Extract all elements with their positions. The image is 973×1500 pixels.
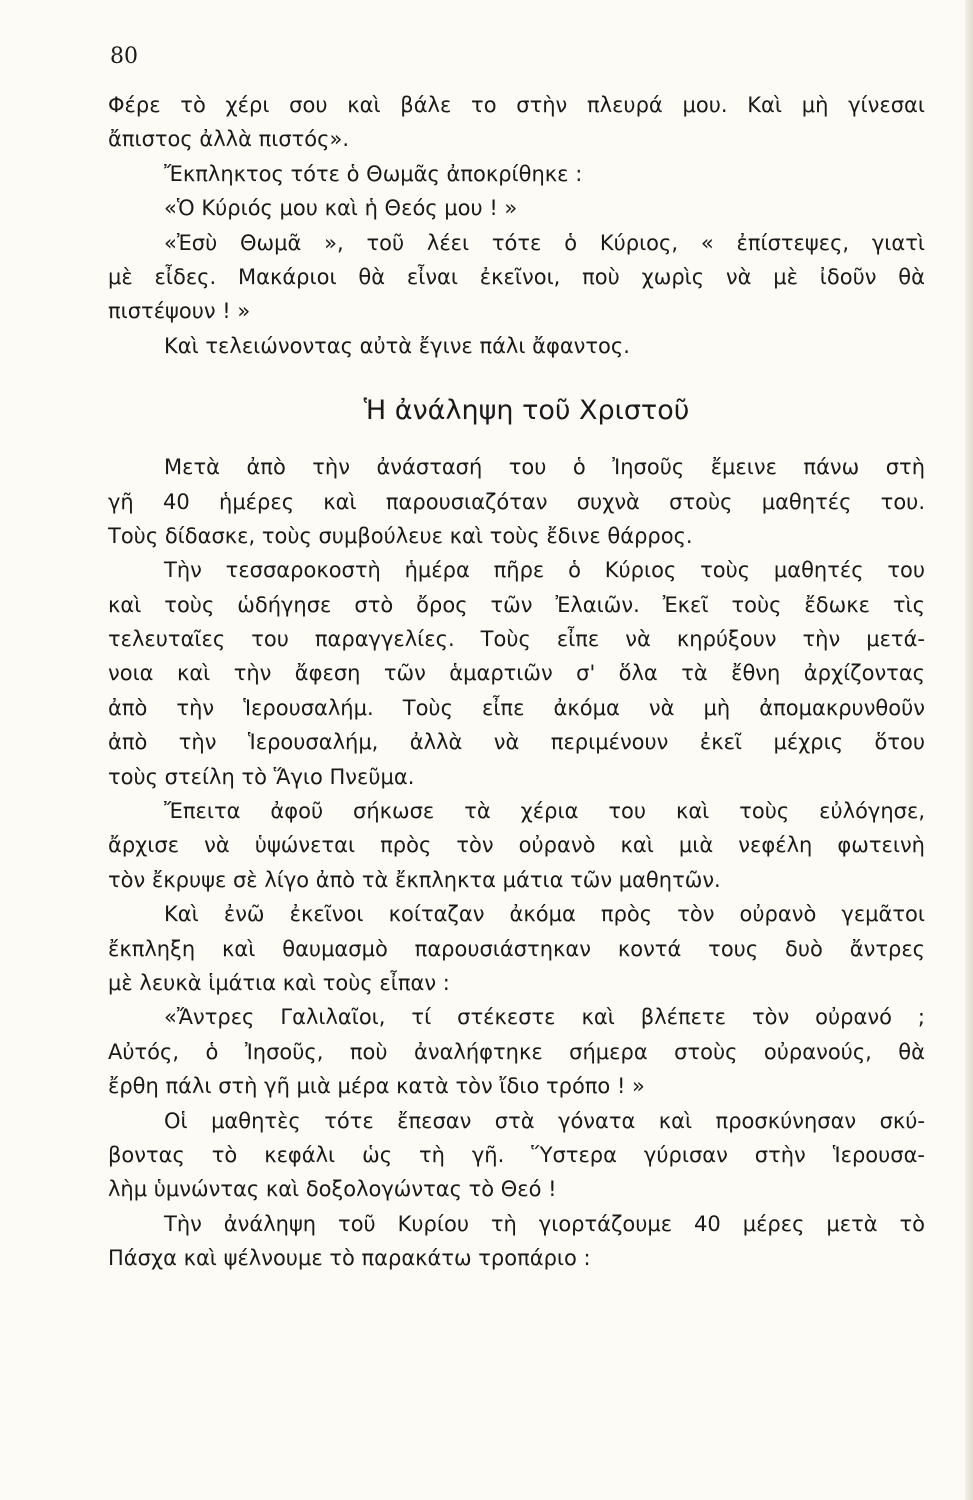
text-line: μὲ λευκὰ ἱμάτια καὶ τοὺς εἶπαν : [108,970,450,995]
text-body [108,88,925,1276]
text-line: ἄπιστος ἀλλὰ πιστός». [108,127,350,152]
text-line: γῆ 40 ἡμέρες καὶ παρουσιαζόταν συχνὰ στοὺς μαθητές του. [108,489,925,514]
text-line: πιστέψουν ! » [108,299,251,324]
text-line: Οἱ μαθητὲς τότε ἔπεσαν στὰ γόνατα καὶ προσκύνησαν σκύ- [164,1108,925,1133]
text-line: Τὴν τεσσαροκοστὴ ἡμέρα πῆρε ὁ Κύριος τοὺς μαθητές του [164,558,925,583]
text-line: μὲ εἶδες. Μακάριοι θὰ εἶναι ἐκεῖνοι, ποὺ χωρὶς νὰ μὲ ἰδοῦν θὰ [108,264,925,289]
text-line: Ἔκπληκτος τότε ὁ Θωμᾶς ἀποκρίθηκε : [164,161,583,186]
text-line: ἀπὸ τὴν Ἱερουσαλήμ. Τοὺς εἶπε ἀκόμα νὰ μὴ ἀπομακρυνθοῦν [108,695,925,720]
text-line: «Ἐσὺ Θωμᾶ », τοῦ λέει τότε ὁ Κύριος, « ἐπίστεψες, γιατὶ [164,230,925,255]
page-edge [965,0,973,1500]
text-line: «Ἄντρες Γαλιλαῖοι, τί στέκεστε καὶ βλέπετε τὸν οὐρανό ; [164,1005,925,1030]
text-line: Πάσχα καὶ ψέλνουμε τὸ παρακάτω τροπάριο : [108,1246,591,1271]
text-line: τὸν ἔκρυψε σὲ λίγο ἀπὸ τὰ ἔκπληκτα μάτια τῶν μαθητῶν. [108,867,721,892]
text-line: νοια καὶ τὴν ἄφεση τῶν ἁμαρτιῶν σ' ὅλα τὰ ἔθνη ἀρχίζοντας [108,661,925,686]
text-line: ἔκπληξη καὶ θαυμασμὸ παρουσιάστηκαν κοντά τους δυὸ ἄντρες [108,936,925,961]
text-line: Καὶ ἐνῶ ἐκεῖνοι κοίταζαν ἀκόμα πρὸς τὸν οὐρανὸ γεμᾶτοι [164,902,925,927]
text-line: Τοὺς δίδασκε, τοὺς συμβούλευε καὶ τοὺς ἔδινε θάρρος. [108,523,693,548]
text-line: Ἔπειτα ἀφοῦ σήκωσε τὰ χέρια του καὶ τοὺς εὐλόγησε, [164,799,925,824]
text-line: Αὐτός, ὁ Ἰησοῦς, ποὺ ἀναλήφτηκε σήμερα στοὺς οὐρανούς, θὰ [108,1039,925,1064]
text-line: Καὶ τελειώνοντας αὐτὰ ἔγινε πάλι ἄφαντος. [164,333,630,358]
text-line: «Ὁ Κύριός μου καὶ ἡ Θεός μου ! » [164,196,518,221]
text-line: Μετὰ ἀπὸ τὴν ἀνάστασή του ὁ Ἰησοῦς ἔμεινε πάνω στὴ [164,455,925,480]
page-number: 80 [110,44,138,69]
text-line: Φέρε τὸ χέρι σου καὶ βάλε το στὴν πλευρά μου. Καὶ μὴ γίνεσαι [108,93,925,117]
text-line: ἄρχισε νὰ ὑψώνεται πρὸς τὸν οὐρανὸ καὶ μιὰ νεφέλη φωτεινὴ [108,833,925,858]
text-line: τοὺς στείλη τὸ Ἅγιο Πνεῦμα. [108,764,415,789]
text-line: βοντας τὸ κεφάλι ὡς τὴ γῆ. Ὕστερα γύρισαν στὴν Ἱερουσα- [108,1142,925,1167]
text-line: λὴμ ὑμνώντας καὶ δοξολογώντας τὸ Θεό ! [108,1177,557,1202]
section-heading: Ἡ ἀνάληψη τοῦ Χριστοῦ [363,395,690,427]
text-line: ἔρθη πάλι στὴ γῆ μιὰ μέρα κατὰ τὸν ἴδιο τρόπο ! » [108,1074,645,1099]
text-line: καὶ τοὺς ὡδήγησε στὸ ὄρος τῶν Ἐλαιῶν. Ἐκεῖ τοὺς ἔδωκε τὶς [108,592,925,617]
text-line: ἀπὸ τὴν Ἱερουσαλήμ, ἀλλὰ νὰ περιμένουν ἐκεῖ μέχρις ὅτου [108,730,925,755]
text-line: Τὴν ἀνάληψη τοῦ Κυρίου τὴ γιορτάζουμε 40 μέρες μετὰ τὸ [164,1211,925,1236]
text-line: τελευταῖες του παραγγελίες. Τοὺς εἶπε νὰ κηρύξουν τὴν μετά- [108,627,925,652]
